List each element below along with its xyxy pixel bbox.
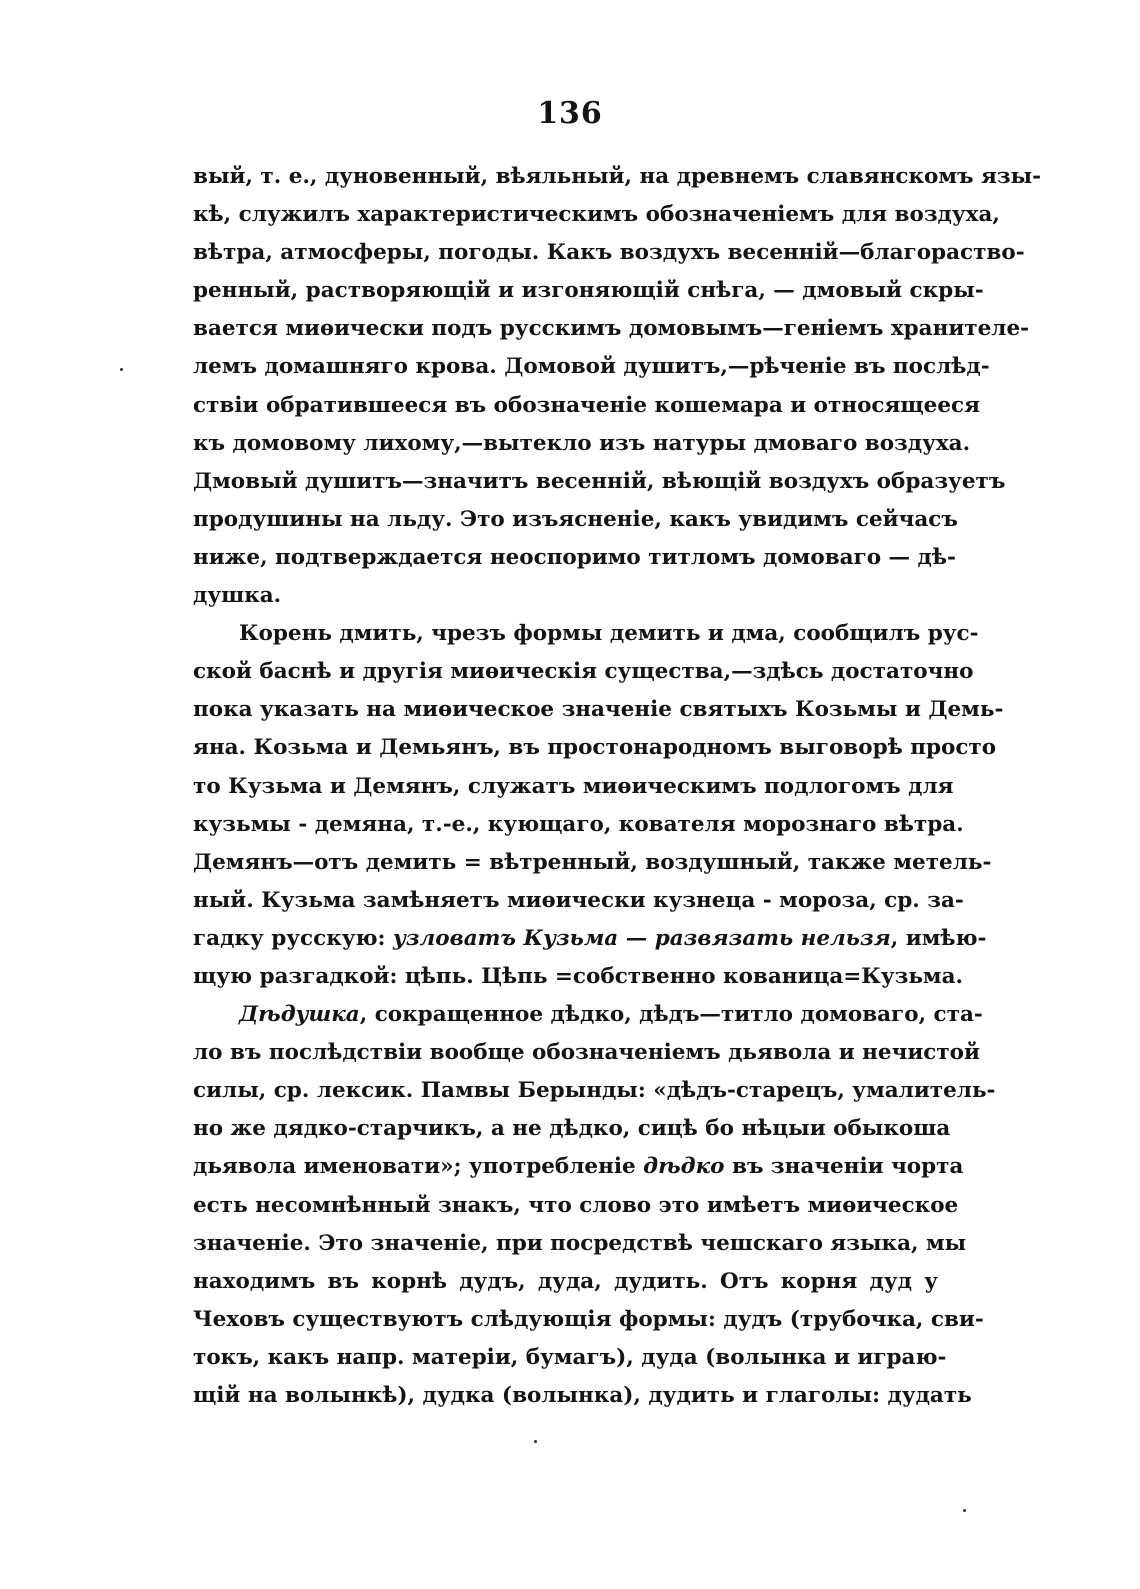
text-line: кузьмы - демяна, т.-е., кующаго, кователя морознаго вѣтра. (193, 811, 964, 837)
scan-speck (963, 1509, 966, 1512)
text-line: токъ, какъ напр. матеріи, бумагъ), дуда (волынка и играю- (193, 1344, 947, 1370)
text-body (193, 158, 1042, 1415)
text-line: яна. Козьма и Демьянъ, въ простонародномъ выговорѣ просто (193, 735, 997, 761)
text-line: но же дядко-старчикъ, а не дѣдко, сицѣ бо нѣцыи обыкоша (193, 1116, 951, 1142)
text-line: есть несомнѣнный знакъ, что слово это имѣетъ миѳическое (193, 1192, 959, 1218)
riddle-italic: узловатъ Кузьма — развязать нельзя (392, 925, 891, 951)
text-line: ный. Кузьма замѣняетъ миѳически кузнеца - мороза, ср. за- (193, 887, 964, 913)
text-line: щій на волынкѣ), дудка (волынка), дудить и глаголы: дудать (193, 1383, 972, 1408)
text-line: щую разгадкой: цѣпь. Цѣпь =собственно кованица=Кузьма. (193, 963, 964, 989)
text-line: вѣтра, атмосферы, погоды. Какъ воздухъ весенній—благораство- (193, 240, 1025, 266)
text-line: находимъ въ корнѣ дудъ, дуда, дудить. Отъ корня дуд у (193, 1268, 938, 1294)
text-line: продушины на льду. Это изъясненіе, какъ увидимъ сейчасъ (193, 506, 958, 532)
text-line: лемъ домашняго крова. Домовой душитъ,—рѣченіе въ послѣд- (193, 354, 990, 380)
scan-speck (120, 368, 123, 371)
text-line: вается миѳически подъ русскимъ домовымъ—геніемъ хранителе- (193, 316, 1030, 342)
term-italic: дѣдко (643, 1154, 725, 1180)
term-italic: Дѣдушка (239, 1002, 360, 1028)
text-line: гадку русскую: узловатъ Кузьма — развязать нельзя, имѣю- (193, 925, 987, 951)
text-line: ренный, растворяющій и изгоняющій снѣга, — дмовый скры- (193, 278, 984, 304)
text-line: ствіи обратившееся въ обозначеніе кошемара и относящееся (193, 392, 980, 418)
text-line: дьявола именовати»; употребленіе дѣдко въ значеніи чорта (193, 1154, 964, 1180)
text-line: ской баснѣ и другія миѳическія существа,—здѣсь достаточно (193, 659, 974, 685)
text-line: пока указать на миѳическое значеніе святыхъ Козьмы и Демь- (193, 697, 1004, 723)
text-line: Корень дмить, чрезъ формы демить и дма, сообщилъ рус- (239, 621, 979, 647)
text-line: значеніе. Это значеніе, при посредствѣ чешскаго языка, мы (193, 1230, 967, 1256)
text-line: ло въ послѣдствіи вообще обозначеніемъ дьявола и нечистой (193, 1040, 980, 1066)
text-line: вый, т. е., дуновенный, вѣяльный, на древнемъ славянскомъ язы- (193, 164, 1042, 189)
text-line: Дмовый душитъ—значитъ весенній, вѣющій воздухъ образуетъ (193, 468, 1006, 494)
text-line: къ домовому лихому,—вытекло изъ натуры дмоваго воздуха. (193, 430, 971, 456)
text-line: Чеховъ существуютъ слѣдующія формы: дудъ (трубочка, сви- (193, 1306, 984, 1332)
text-line: Дѣдушка, сокращенное дѣдко, дѣдъ—титло домоваго, ста- (239, 1002, 983, 1028)
scan-speck (534, 1440, 537, 1443)
text-line: кѣ, служилъ характеристическимъ обозначеніемъ для воздуха, (193, 202, 1000, 228)
text-line: душка. (193, 583, 282, 609)
text-line: ниже, подтверждается неоспоримо титломъ домоваго — дѣ- (193, 544, 956, 570)
text-line: силы, ср. лексик. Памвы Берынды: «дѣдъ-старецъ, умалитель- (193, 1078, 996, 1104)
page-number: 136 (537, 96, 603, 131)
text-line: то Кузьма и Демянъ, служатъ миѳическимъ подлогомъ для (193, 773, 954, 799)
text-line: Демянъ—отъ демить = вѣтренный, воздушный, также метель- (193, 849, 992, 875)
